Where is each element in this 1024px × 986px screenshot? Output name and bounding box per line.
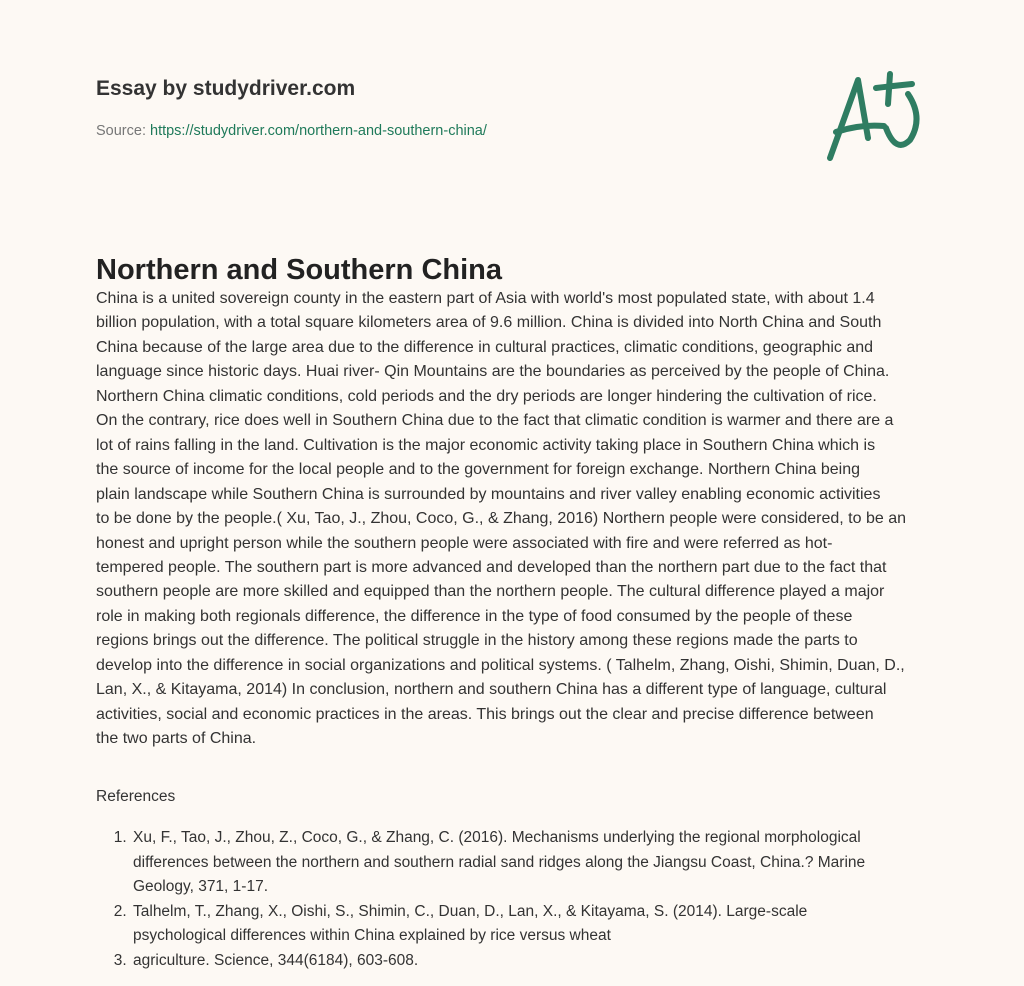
essay-body (96, 287, 956, 752)
source-line (96, 123, 487, 139)
reference-line: Geology, 371, 1-17. (133, 878, 268, 895)
body-line: China is a united sovereign county in the eastern part of Asia with world's most populated state, with about 1.4 (96, 290, 875, 307)
source-link[interactable]: https://studydriver.com/northern-and-southern-china/ (150, 123, 487, 139)
essay-title: Northern and Southern China (96, 254, 502, 286)
body-line: regions brings out the difference. The political struggle in the history among these regions made the parts to (96, 632, 858, 650)
body-line: to be done by the people.( Xu, Tao, J., Zhou, Coco, G., & Zhang, 2016) Northern people were considered, to be an (96, 510, 906, 528)
body-line: southern people are more skilled and equipped than the northern people. The cultural difference played a major (96, 583, 885, 601)
a-plus-logo-icon (820, 68, 930, 168)
reference-line: 1. Xu, F., Tao, J., Zhou, Z., Coco, G., & Zhang, C. (2016). Mechanisms underlying the regional morphological (133, 829, 861, 846)
body-line: tempered people. The southern part is more advanced and developed than the northern part due to the fact that (96, 558, 887, 576)
source-label: Source: (96, 123, 150, 139)
body-line: lot of rains falling in the land. Cultivation is the major economic activity taking place in Southern China which is (96, 436, 876, 454)
reference-item (131, 826, 961, 900)
reference-line: 3. agriculture. Science, 344(6184), 603-608. (133, 951, 419, 969)
body-line: Northern China climatic conditions, cold periods and the dry periods are longer hindering the cultivation of rice. (96, 387, 877, 405)
body-line: role in making both regionals difference, the difference in the type of food consumed by the people of these (96, 607, 853, 625)
reference-item (131, 900, 961, 949)
reference-line: 2. Talhelm, T., Zhang, X., Oishi, S., Shimin, C., Duan, D., Lan, X., & Kitayama, S. (2014). Large-scale (133, 902, 808, 920)
site-brand: Essay by studydriver.com (96, 77, 356, 100)
body-line: China because of the large area due to the difference in cultural practices, climatic conditions, geographic and (96, 338, 874, 356)
body-line: language since historic days. Huai river- Qin Mountains are the boundaries as perceived by the people of China. (96, 363, 890, 381)
body-line: On the contrary, rice does well in Southern China due to the fact that climatic condition is warmer and there are a (96, 412, 894, 430)
reference-line: psychological differences within China explained by rice versus wheat (133, 927, 611, 944)
references-heading: References (96, 788, 176, 805)
body-line: billion population, with a total square kilometers area of 9.6 million. China is divided into North China and South (96, 314, 882, 332)
reference-item (131, 949, 961, 974)
references-list (96, 826, 961, 973)
body-line: the two parts of China. (96, 730, 257, 748)
body-line: activities, social and economic practices in the areas. This brings out the clear and precise difference between (96, 705, 874, 723)
body-line: Lan, X., & Kitayama, 2014) In conclusion, northern and southern China has a different type of language, cultural (96, 681, 887, 699)
body-line: develop into the difference in social organizations and political systems. ( Talhelm, Zhang, Oishi, Shimin, Duan, D., (96, 656, 905, 674)
body-line: the source of income for the local people and to the government for foreign exchange. Northern China being (96, 461, 861, 479)
body-line: plain landscape while Southern China is surrounded by mountains and river valley enabling economic activities (96, 485, 881, 503)
reference-line: differences between the northern and southern radial sand ridges along the Jiangsu Coast, China.? Marine (133, 853, 866, 871)
body-line: honest and upright person while the southern people were associated with fire and were referred as hot- (96, 534, 833, 552)
